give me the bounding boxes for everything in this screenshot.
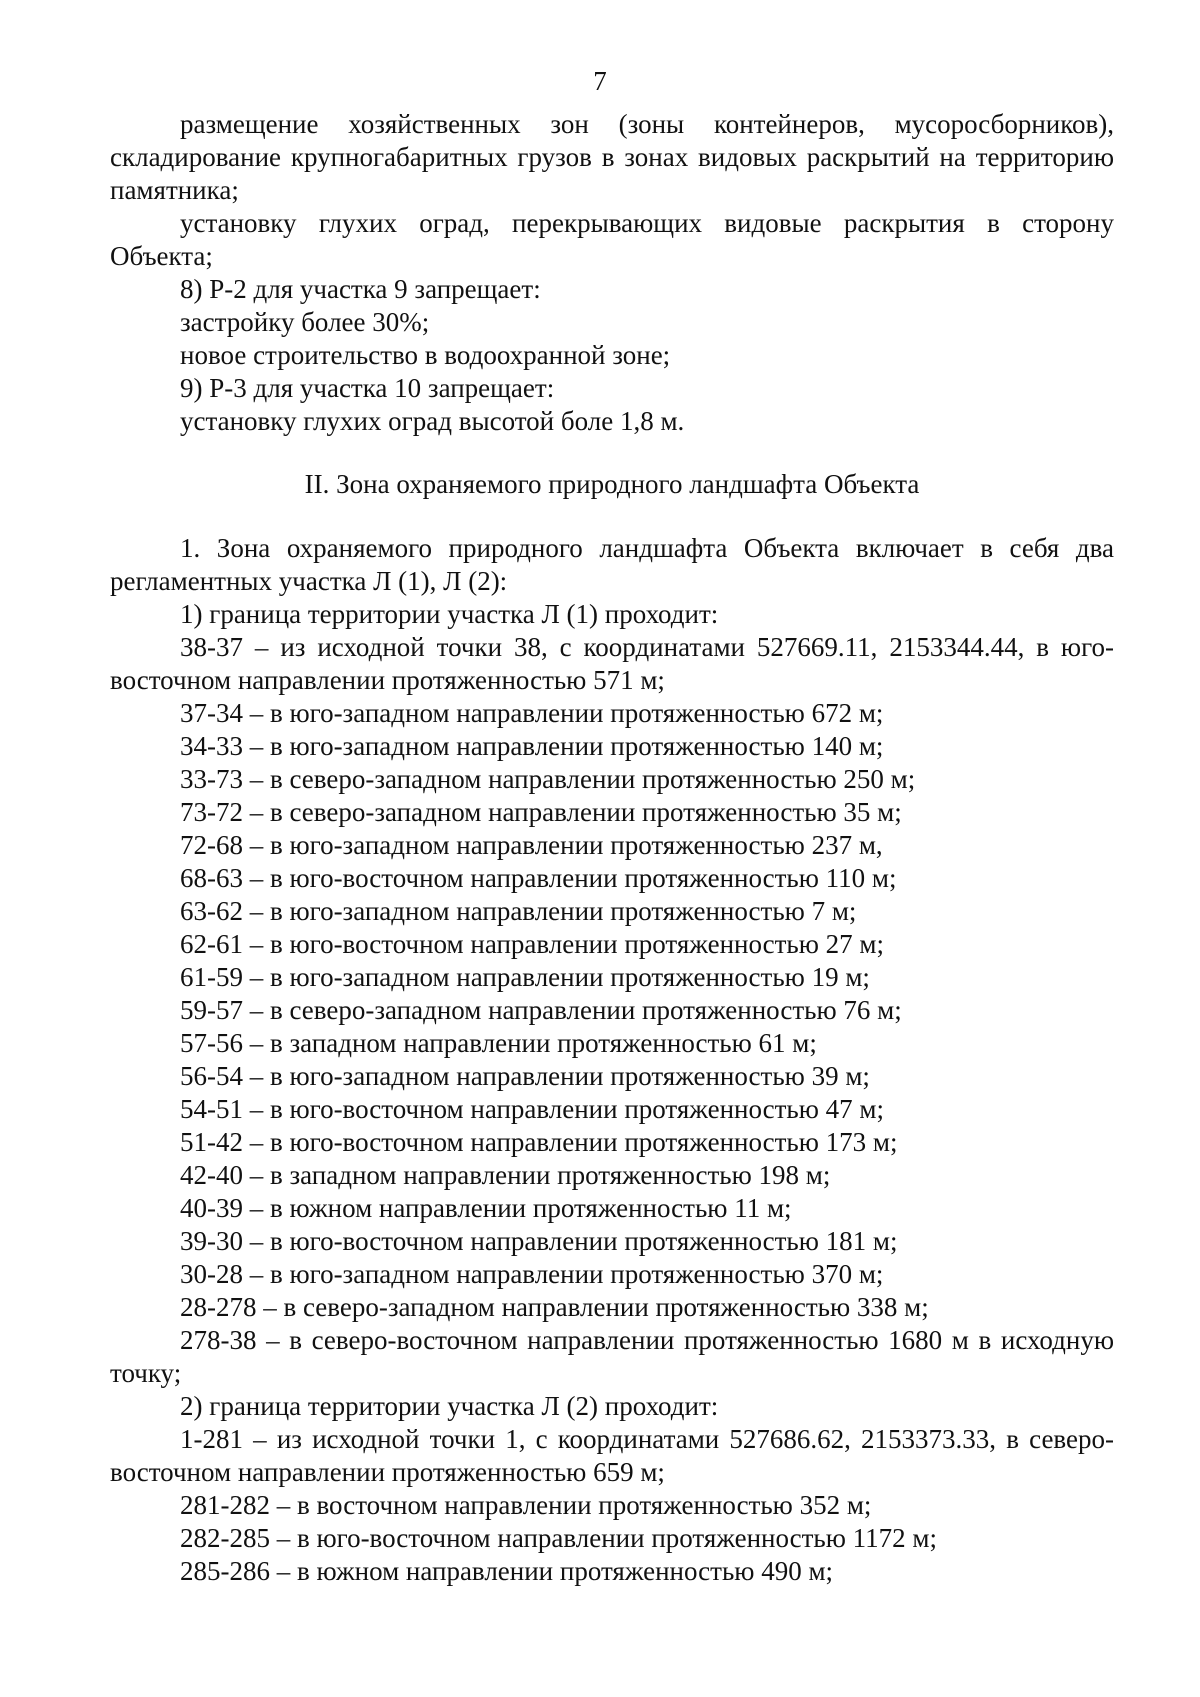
paragraph: 8) Р-2 для участка 9 запрещает: <box>180 274 541 304</box>
boundary-segment: 56-54 – в юго-западном направлении протяженностью 39 м; <box>180 1061 870 1091</box>
boundary-segment: 51-42 – в юго-восточном направлении протяженностью 173 м; <box>180 1127 898 1157</box>
boundary-segment: 282-285 – в юго-восточном направлении протяженностью 1172 м; <box>180 1523 937 1553</box>
boundary-segment: 42-40 – в западном направлении протяженностью 198 м; <box>180 1160 831 1190</box>
boundary-segment: 62-61 – в юго-восточном направлении протяженностью 27 м; <box>180 929 884 959</box>
boundary-segment: 281-282 – в восточном направлении протяженностью 352 м; <box>180 1490 872 1520</box>
document-body <box>110 108 1114 1588</box>
boundary-segment: 40-39 – в южном направлении протяженностью 11 м; <box>180 1193 792 1223</box>
page-number: 7 <box>593 66 607 96</box>
boundary-segment: 61-59 – в юго-западном направлении протяженностью 19 м; <box>180 962 870 992</box>
boundary-segment: 63-62 – в юго-западном направлении протяженностью 7 м; <box>180 896 857 926</box>
boundary-segment: 57-56 – в западном направлении протяженностью 61 м; <box>180 1028 817 1058</box>
section-heading: II. Зона охраняемого природного ландшафта Объекта <box>304 469 920 499</box>
boundary-segment: 33-73 – в северо-западном направлении протяженностью 250 м; <box>180 764 916 794</box>
boundary-segment: 72-68 – в юго-западном направлении протяженностью 237 м, <box>180 830 883 860</box>
boundary-segment: 285-286 – в южном направлении протяженностью 490 м; <box>180 1556 834 1586</box>
boundary-segment: 28-278 – в северо-западном направлении протяженностью 338 м; <box>180 1292 929 1322</box>
boundary-segment: 59-57 – в северо-западном направлении протяженностью 76 м; <box>180 995 902 1025</box>
boundary-segment: 30-28 – в юго-западном направлении протяженностью 370 м; <box>180 1259 884 1289</box>
boundary-segment: 37-34 – в юго-западном направлении протяженностью 672 м; <box>180 698 884 728</box>
paragraph: установку глухих оград, перекрывающих видовые раскрытия в сторону Объекта; <box>110 208 1114 271</box>
boundary-segment: 1-281 – из исходной точки 1, с координатами 527686.62, 2153373.33, в северо-восточном направлении протяженностью 659 м; <box>110 1424 1114 1487</box>
paragraph: застройку более 30%; <box>180 307 430 337</box>
paragraph: 9) Р-3 для участка 10 запрещает: <box>180 373 555 403</box>
paragraph: новое строительство в водоохранной зоне; <box>180 340 671 370</box>
boundary-segment: 34-33 – в юго-западном направлении протяженностью 140 м; <box>180 731 884 761</box>
paragraph: 38-37 – из исходной точки 38, с координатами 527669.11, 2153344.44, в юго-восточном направлении протяженностью 571 м; <box>110 632 1114 695</box>
boundary-segment: 278-38 – в северо-восточном направлении протяженностью 1680 м в исходную точку; <box>110 1325 1114 1388</box>
paragraph: размещение хозяйственных зон (зоны контейнеров, мусоросборников), складирование крупногабаритных грузов в зонах видовых раскрытий на территорию памятника; <box>110 109 1114 205</box>
boundary-segment: 39-30 – в юго-восточном направлении протяженностью 181 м; <box>180 1226 898 1256</box>
paragraph: установку глухих оград высотой боле 1,8 м. <box>180 406 685 436</box>
boundary-segment: 73-72 – в северо-западном направлении протяженностью 35 м; <box>180 797 902 827</box>
paragraph: 1) граница территории участка Л (1) проходит: <box>180 599 719 629</box>
paragraph: 1. Зона охраняемого природного ландшафта Объекта включает в себя два регламентных участка Л (1), Л (2): <box>110 533 1114 596</box>
boundary-segment: 68-63 – в юго-восточном направлении протяженностью 110 м; <box>180 863 897 893</box>
boundary-segment: 54-51 – в юго-восточном направлении протяженностью 47 м; <box>180 1094 884 1124</box>
paragraph: 2) граница территории участка Л (2) проходит: <box>180 1391 719 1421</box>
